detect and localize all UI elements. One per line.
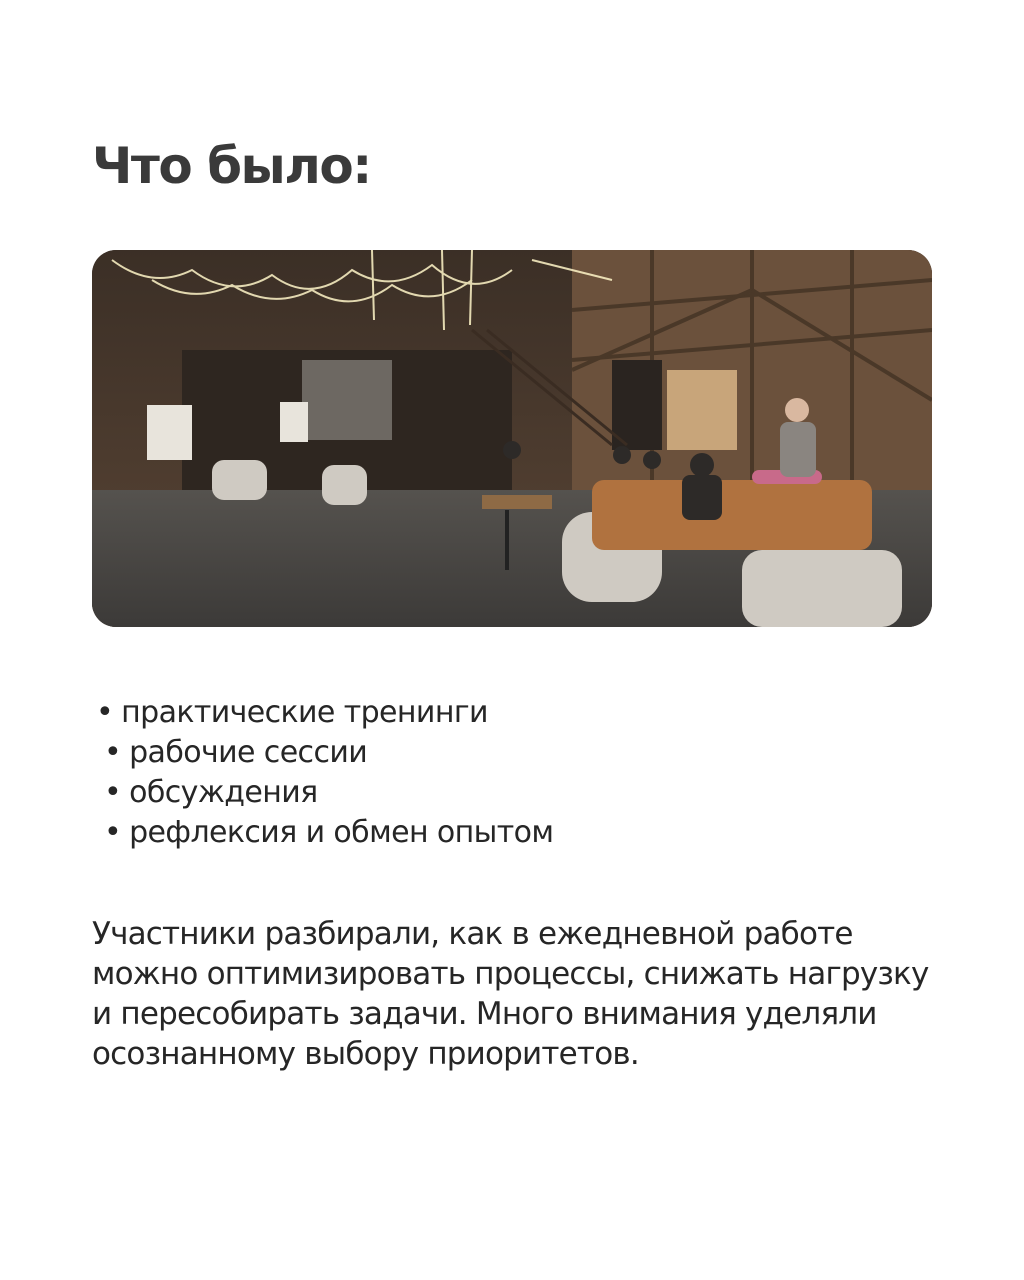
bullet-dot: • [104,775,122,810]
bullet-dot: • [104,735,122,770]
list-item: • практические тренинги [96,695,488,730]
bullet-dot: • [104,815,122,850]
bullet-dot: • [96,695,114,730]
bullet-list [96,693,553,853]
list-item: • рабочие сессии [104,735,368,770]
list-item: • обсуждения [104,775,318,810]
list-item: • рефлексия и обмен опытом [104,815,554,850]
page-title: Что было: [92,137,371,195]
event-hall-photo [92,250,932,627]
body-paragraph: Участники разбирали, как в ежедневной работе можно оптимизировать процессы, снижать нагрузку и пересобирать задачи. Много внимания уделяли осознанному выбору приоритетов. [92,916,929,1072]
